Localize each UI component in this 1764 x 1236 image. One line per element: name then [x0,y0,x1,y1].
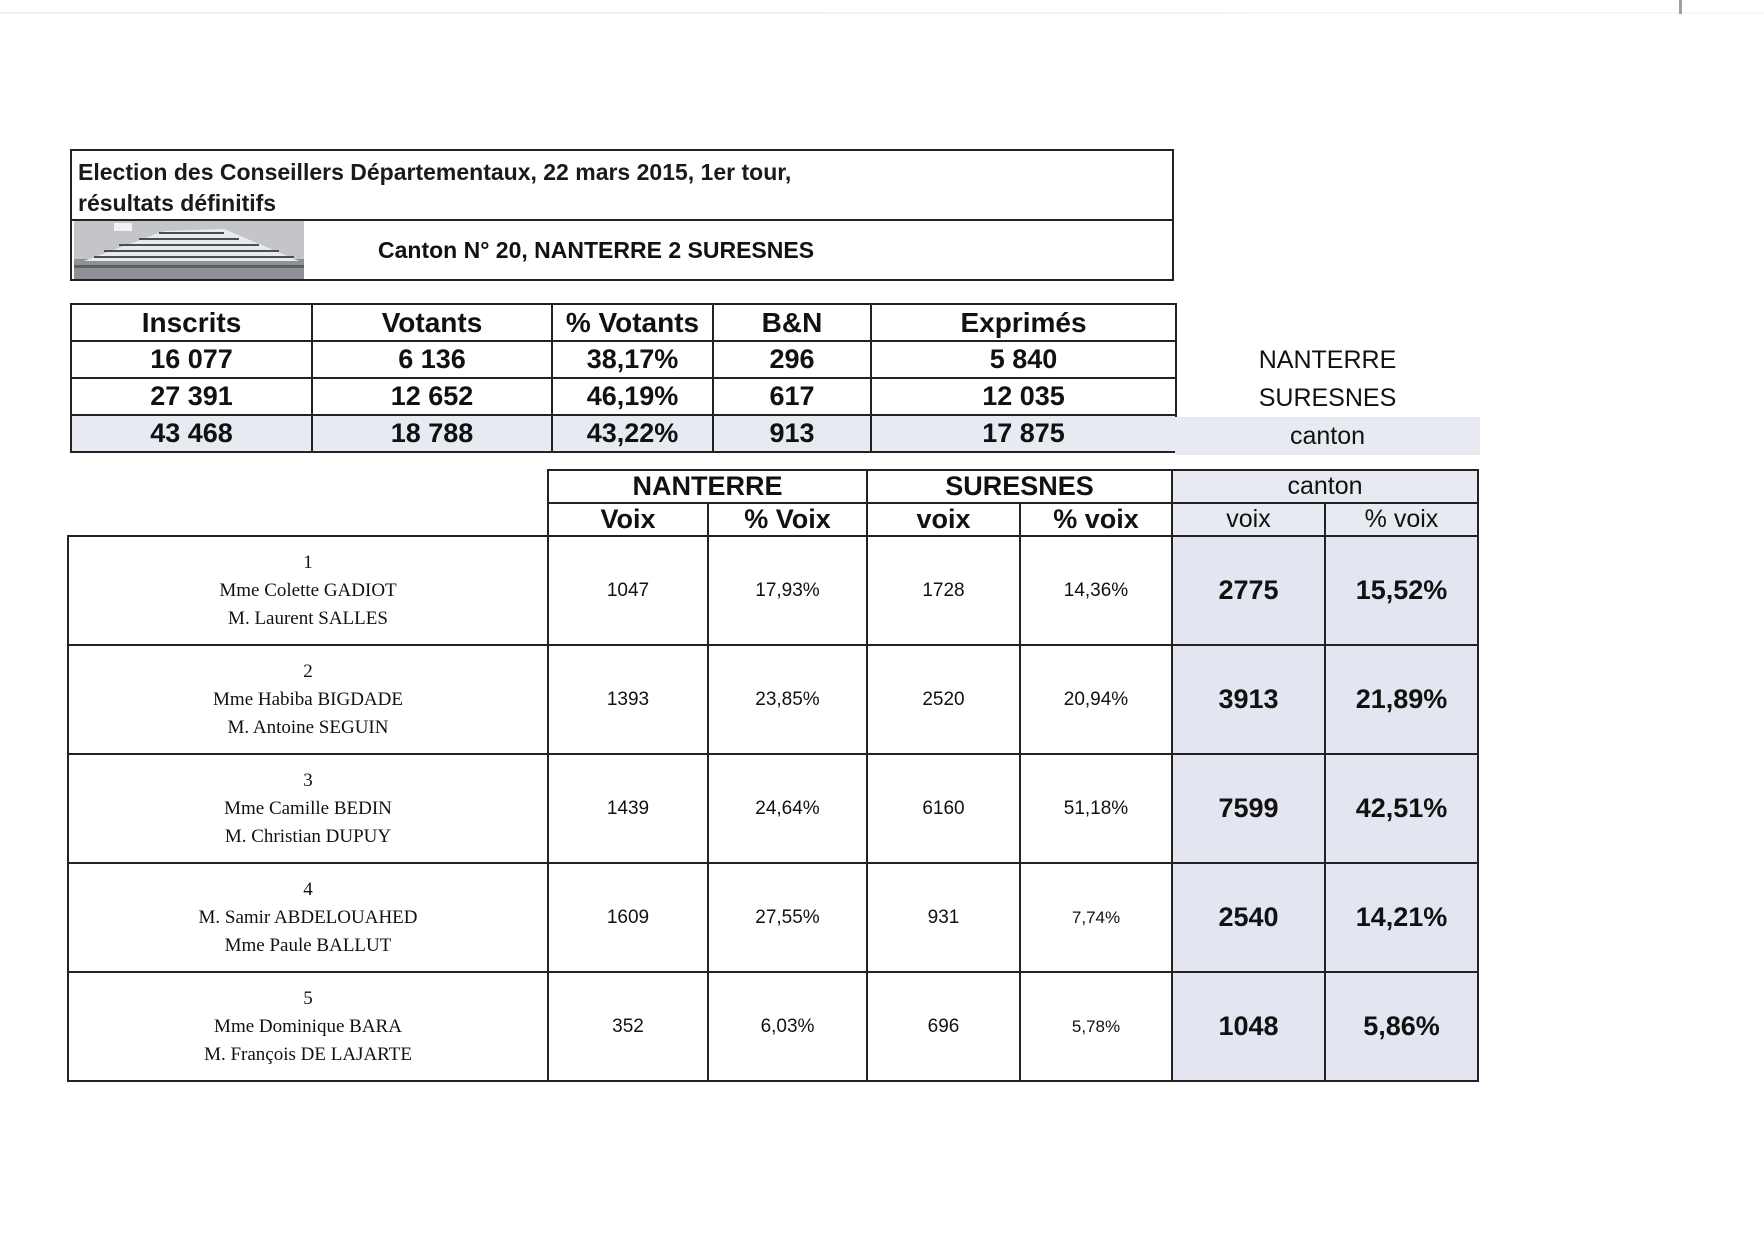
table-cell: 296 [713,341,871,378]
col-inscrits: Inscrits [71,304,312,341]
candidate-number: 5 [303,987,313,1009]
subheader-pct-voix: % voix [1020,503,1172,536]
table-cell: 43 468 [71,415,312,452]
table-cell: 6 136 [312,341,552,378]
candidate-number: 4 [303,878,313,900]
row-label-nanterre: NANTERRE [1258,346,1397,374]
candidate-pair [68,972,548,1081]
table-cell: 2540 [1172,863,1325,972]
table-cell: 696 [867,972,1020,1081]
table-cell: 43,22% [552,415,713,452]
col-exprimes: Exprimés [871,304,1176,341]
table-cell: 12 652 [312,378,552,415]
table-row [68,645,1478,754]
candidate-name: M. Laurent SALLES [228,607,388,629]
candidate-number: 3 [303,769,313,791]
candidate-name: Mme Paule BALLUT [224,934,392,956]
scan-border [0,12,1764,14]
table-cell: 27,55% [708,863,867,972]
table-cell: 18 788 [312,415,552,452]
table-cell: 15,52% [1325,536,1478,645]
table-cell: 3913 [1172,645,1325,754]
candidate-name: Mme Colette GADIOT [219,579,397,601]
candidate-pair [68,645,548,754]
candidate-pair [68,754,548,863]
col-bn: B&N [713,304,871,341]
title-line-2: résultats définitifs [78,190,277,216]
table-cell: 1393 [548,645,708,754]
table-cell: 16 077 [71,341,312,378]
candidate-name: Mme Dominique BARA [214,1015,402,1037]
turnout-header-row [71,304,1176,341]
table-row [68,863,1478,972]
table-cell: 7,74% [1020,863,1172,972]
row-label-suresnes: SURESNES [1258,384,1397,412]
col-votants: Votants [312,304,552,341]
group-canton: canton [1172,470,1478,503]
subheader-voix: voix [867,503,1020,536]
table-cell: 38,17% [552,341,713,378]
table-cell: 5,86% [1325,972,1478,1081]
document-title [78,157,791,219]
candidate-name: M. François DE LAJARTE [204,1043,412,1065]
subheader-pct-voix: % voix [1325,503,1478,536]
table-cell: 24,64% [708,754,867,863]
group-nanterre: NANTERRE [548,470,867,503]
table-cell: 352 [548,972,708,1081]
table-cell: 7599 [1172,754,1325,863]
candidate-pair [68,863,548,972]
table-cell: 5,78% [1020,972,1172,1081]
table-cell: 913 [713,415,871,452]
table-cell: 5 840 [871,341,1176,378]
table-cell: 1048 [1172,972,1325,1081]
title-line-1: Election des Conseillers Départementaux, 22 mars 2015, 1er tour, [78,159,792,185]
canton-title: Canton N° 20, NANTERRE 2 SURESNES [378,237,815,263]
table-cell: 1047 [548,536,708,645]
table-cell: 1439 [548,754,708,863]
results-table [67,469,1479,1082]
table-cell: 931 [867,863,1020,972]
table-cell: 27 391 [71,378,312,415]
table-cell: 17,93% [708,536,867,645]
table-cell: 51,18% [1020,754,1172,863]
building-photo [74,221,304,279]
table-cell: 6160 [867,754,1020,863]
table-cell: 1728 [867,536,1020,645]
subheader-pct-voix: % Voix [708,503,867,536]
turnout-row-labels [1175,341,1480,455]
candidate-name: Mme Camille BEDIN [224,797,392,819]
table-cell: 1609 [548,863,708,972]
table-row [68,536,1478,645]
candidate-number: 2 [303,660,313,682]
blank-corner [68,470,548,536]
row-label-canton: canton [1175,417,1480,455]
table-row [68,972,1478,1081]
table-cell: 2775 [1172,536,1325,645]
table-cell: 17 875 [871,415,1176,452]
table-cell: 6,03% [708,972,867,1081]
turnout-row-canton [71,415,1176,452]
table-cell: 14,36% [1020,536,1172,645]
subheader-voix: voix [1172,503,1325,536]
table-cell: 42,51% [1325,754,1478,863]
candidate-name: M. Antoine SEGUIN [227,716,389,738]
table-cell: 46,19% [552,378,713,415]
table-cell: 23,85% [708,645,867,754]
table-cell: 21,89% [1325,645,1478,754]
col-pct-votants: % Votants [552,304,713,341]
table-cell: 2520 [867,645,1020,754]
candidate-name: M. Samir ABDELOUAHED [198,906,418,928]
table-cell: 617 [713,378,871,415]
group-suresnes: SURESNES [867,470,1172,503]
candidate-name: M. Christian DUPUY [224,825,392,847]
turnout-table [70,303,1177,453]
subheader-voix: Voix [548,503,708,536]
scan-mark [1679,0,1682,14]
document-header [70,149,1174,281]
candidate-name: Mme Habiba BIGDADE [213,688,403,710]
candidate-pair [68,536,548,645]
turnout-row-suresnes [71,378,1176,415]
table-cell: 12 035 [871,378,1176,415]
table-row [68,754,1478,863]
candidate-number: 1 [303,551,313,573]
turnout-row-nanterre [71,341,1176,378]
table-cell: 14,21% [1325,863,1478,972]
table-cell: 20,94% [1020,645,1172,754]
